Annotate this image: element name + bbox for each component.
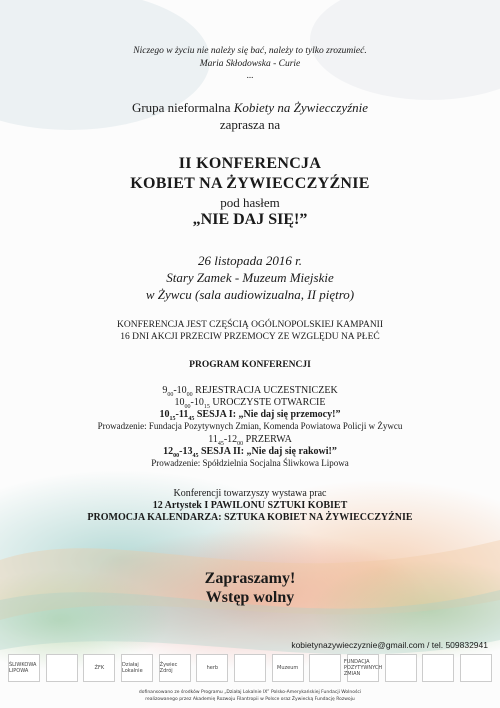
footer-line2: realizowanego przez Akademię Rozwoju Filantropii w Polsce oraz Żywiecką Fundację Rozwoju [145, 697, 355, 702]
time-start-min: 45 [217, 441, 224, 447]
time-dash: - [175, 409, 179, 420]
time-start-min: 00 [167, 392, 174, 398]
sponsor-logo: Żywiec Zdrój [159, 654, 191, 682]
time-end-hour: 13 [182, 446, 193, 457]
time-end-hour: 11 [178, 409, 189, 420]
time-end-min: 45 [192, 453, 199, 459]
program-time [162, 385, 192, 396]
time-end-hour: 10 [193, 397, 204, 408]
quote-ellipsis: ... [246, 70, 254, 80]
time-dash: - [223, 434, 228, 445]
sponsor-logo: ŻFK [83, 654, 115, 682]
time-start-hour: 12 [163, 446, 174, 457]
sponsor-logo [309, 654, 341, 682]
time-start-min: 00 [173, 453, 180, 459]
program-item-detail: Prowadzenie: Fundacja Pozytywnych Zmian, Komenda Powiatowa Policji w Żywcu [97, 421, 403, 431]
title-line2: KOBIET NA ŻYWIECCZYŹNIE [130, 175, 370, 192]
sponsor-logo [460, 654, 492, 682]
contact-info: kobietynazywieczyznie@gmail.com / tel. 509832941 [291, 640, 488, 650]
sponsor-logo [234, 654, 266, 682]
time-start-hour: 11 [208, 434, 218, 445]
time-start-min: 15 [169, 416, 176, 422]
sponsor-logo: herb [196, 654, 228, 682]
sponsor-logo: Muzeum [272, 654, 304, 682]
time-dash: - [173, 385, 177, 396]
motto-label: pod hasłem [220, 195, 280, 210]
time-end-hour: 10 [176, 385, 187, 396]
program-item-label: REJESTRACJA UCZESTNICZEK [192, 385, 338, 396]
time-end-min: 00 [237, 441, 244, 447]
campaign-line2: 16 DNI AKCJI PRZECIW PRZEMOCY ZE WZGLĘDU NA PŁEĆ [120, 332, 380, 342]
program-item-label: SESJA II: „Nie daj się rakowi!” [198, 446, 337, 457]
program-time [175, 397, 210, 408]
program-time [208, 434, 243, 445]
sponsor-logo: Działaj Lokalnie [121, 654, 153, 682]
time-start-hour: 10 [159, 409, 170, 420]
exhibition-line3: PROMOCJA KALENDARZA: SZTUKA KOBIET NA ŻYWIECCZYŹNIE [87, 512, 413, 523]
quote-author: Maria Skłodowska - Curie [199, 59, 301, 69]
time-start-hour: 10 [174, 397, 185, 408]
intro-group-prefix: Grupa nieformalna [131, 100, 231, 115]
event-venue: Stary Zamek - Muzeum Miejskie [166, 270, 334, 285]
exhibition-line2: 12 Artystek I PAWILONU SZTUKI KOBIET [152, 500, 348, 511]
program-heading: PROGRAM KONFERENCJI [189, 360, 311, 370]
time-end-hour: 12 [227, 434, 238, 445]
time-start-min: 00 [184, 404, 191, 410]
program-item-label: SESJA I: „Nie daj się przemocy!” [194, 409, 341, 420]
intro-group-name: Kobiety na Żywiecczyźnie [233, 100, 369, 115]
sponsor-logo [46, 654, 78, 682]
intro-line [0, 100, 500, 116]
sponsor-logo [385, 654, 417, 682]
program-time [160, 409, 195, 420]
closing-line2: Wstęp wolny [205, 589, 295, 606]
program-item-label: PRZERWA [243, 434, 292, 445]
quote-text: Niczego w życiu nie należy się bać, należy to tylko zrozumieć. [133, 46, 367, 56]
time-dash: - [179, 446, 183, 457]
program-time [163, 446, 198, 457]
sponsor-logo: ŚLIWKOWA LIPOWA [8, 654, 40, 682]
time-end-min: 45 [188, 416, 195, 422]
sponsor-logos [0, 648, 500, 690]
motto: „NIE DAJ SIĘ!” [192, 211, 308, 228]
intro-invites: zaprasza na [219, 117, 281, 132]
event-date: 26 listopada 2016 r. [197, 253, 302, 268]
program-item-detail: Prowadzenie: Spółdzielnia Socjalna Śliwkowa Lipowa [151, 458, 349, 468]
sponsor-logo [422, 654, 454, 682]
closing-line1: Zapraszamy! [204, 570, 296, 587]
event-place: w Żywcu (sala audiowizualna, II piętro) [145, 287, 355, 302]
sponsor-logo: FUNDACJA POZYTYWNYCH ZMIAN [347, 654, 379, 682]
time-end-min: 00 [186, 392, 193, 398]
footer-line1: dofinansowano ze środków Programu „Działaj Lokalnie IX” Polsko-Amerykańskiej Fundacji Wolności [138, 690, 362, 695]
campaign-line1: KONFERENCJA JEST CZĘŚCIĄ OGÓLNOPOLSKIEJ KAMPANII [116, 320, 384, 330]
exhibition-line1: Konferencji towarzyszy wystawa prac [173, 488, 327, 499]
time-end-min: 15 [203, 404, 210, 410]
time-dash: - [190, 397, 194, 408]
title-line1: II KONFERENCJA [178, 155, 322, 172]
time-start-hour: 9 [162, 385, 168, 396]
program-item-label: UROCZYSTE OTWARCIE [209, 397, 326, 408]
